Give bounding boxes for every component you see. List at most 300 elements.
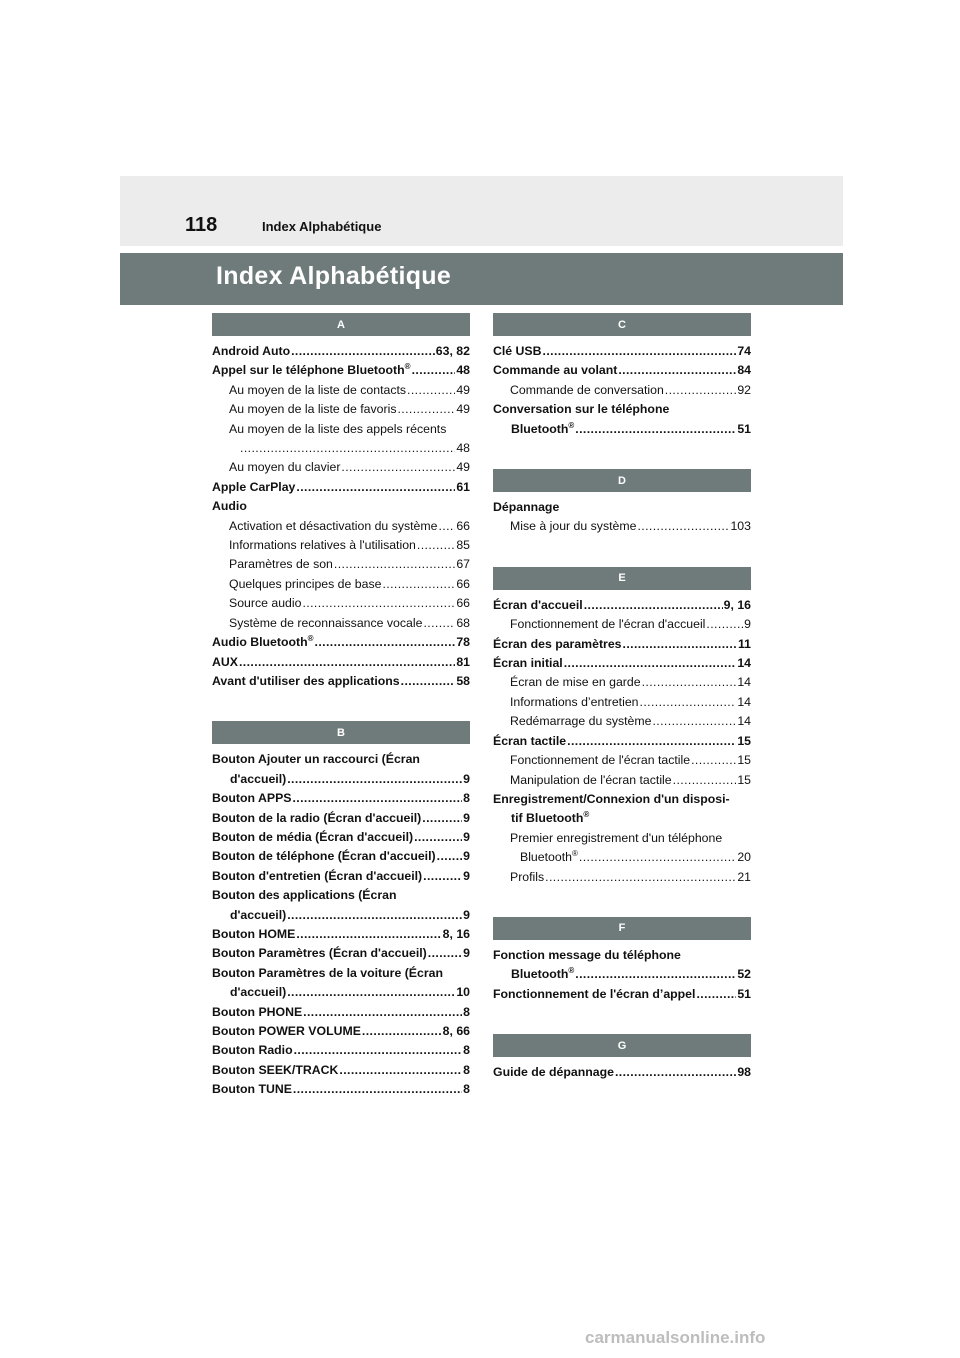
entry-term: [229, 458, 340, 477]
entry-term: [493, 654, 563, 673]
index-entry: [493, 751, 751, 770]
entry-term-text: Écran des paramètres: [493, 636, 622, 651]
entry-term-text: Bouton de téléphone (Écran d'accueil): [212, 849, 436, 864]
entry-term-text: Appel sur le téléphone Bluetooth: [212, 363, 405, 378]
page-title: Index Alphabétique: [216, 262, 452, 290]
registered-mark: ®: [571, 849, 578, 859]
entry-page-ref[interactable]: 9, 16: [723, 597, 751, 612]
entry-term-text: Profils: [510, 869, 545, 884]
entry-page-ref[interactable]: 8: [463, 1043, 470, 1058]
entry-term-text: Système de reconnaissance vocale: [229, 615, 423, 630]
dot-leader: [382, 575, 455, 594]
dot-leader: [303, 1003, 462, 1022]
entry-page-ref[interactable]: 20: [737, 850, 751, 865]
index-entry-list: [493, 342, 751, 439]
index-entry: [493, 868, 751, 887]
index-entry: [212, 1003, 470, 1022]
entry-term: [493, 790, 730, 809]
index-entry: [493, 1063, 751, 1082]
entry-term: [229, 517, 437, 536]
page-number: 118: [185, 214, 218, 236]
entry-term-text: Bluetooth: [511, 967, 569, 982]
section-gap: [493, 537, 751, 567]
entry-term: [229, 575, 381, 594]
entry-term: [510, 381, 664, 400]
index-entry: [493, 965, 751, 984]
entry-term-text: Au moyen de la liste de favoris: [229, 402, 397, 417]
entry-page-ref[interactable]: 58: [456, 673, 470, 688]
entry-term: [212, 361, 411, 380]
entry-page-ref[interactable]: 51: [737, 986, 751, 1001]
dot-leader: [545, 868, 736, 887]
entry-term-text: d'accueil): [230, 985, 287, 1000]
registered-mark: ®: [568, 420, 575, 430]
dot-leader: [618, 361, 736, 380]
entry-term: [493, 946, 681, 965]
section-header-d: D: [493, 469, 751, 492]
entry-page-ref[interactable]: 11: [738, 636, 751, 651]
dot-leader: [292, 789, 462, 808]
entry-term-text: Fonction message du téléphone: [493, 947, 681, 962]
entry-term: [229, 614, 422, 633]
dot-leader: [315, 633, 456, 652]
entry-page-ref[interactable]: 8: [463, 1082, 470, 1097]
entry-page-ref[interactable]: 103: [730, 519, 751, 534]
entry-term: [510, 693, 639, 712]
entry-term-text: Apple CarPlay: [212, 479, 296, 494]
index-entry: [212, 1022, 470, 1041]
index-entry: [493, 790, 751, 809]
entry-term: [493, 732, 566, 751]
index-entry: [212, 906, 470, 925]
entry-term-text: Paramètres de son: [229, 557, 333, 572]
entry-term-text: Bouton de la radio (Écran d'accueil): [212, 810, 422, 825]
dot-leader: [575, 420, 736, 439]
entry-term: [230, 906, 286, 925]
entry-term-text: Bouton Paramètres de la voiture (Écran: [212, 965, 443, 980]
dot-leader: [341, 458, 455, 477]
dot-leader: [423, 614, 455, 633]
index-entry: [212, 828, 470, 847]
entry-term-text: Bouton POWER VOLUME: [212, 1024, 361, 1038]
index-entry: [212, 809, 470, 828]
entry-term-text: Avant d'utiliser des applications: [212, 673, 400, 688]
entry-term-text: Android Auto: [212, 344, 291, 358]
entry-page-ref[interactable]: 98: [737, 1065, 751, 1080]
dot-leader: [579, 848, 736, 867]
entry-term: [511, 965, 574, 984]
entry-page-ref[interactable]: 74: [737, 344, 751, 358]
dot-leader: [665, 381, 737, 400]
entry-page-ref[interactable]: 9: [744, 617, 751, 632]
index-entry: [493, 985, 751, 1004]
entry-term: [212, 750, 420, 769]
index-entry: [493, 635, 751, 654]
entry-term-text: Au moyen de la liste de contacts: [229, 382, 407, 397]
dot-leader: [287, 906, 462, 925]
entry-term-text: Écran de mise en garde: [510, 675, 641, 690]
entry-term: [212, 1061, 338, 1080]
running-title: Index Alphabétique: [262, 219, 382, 234]
entry-term-text: Guide de dépannage: [493, 1065, 614, 1080]
index-entry: [212, 672, 470, 691]
dot-leader: [584, 596, 723, 615]
entry-term: [212, 944, 427, 963]
index-entry: [212, 575, 470, 594]
dot-leader: [240, 439, 455, 458]
entry-term-text: Quelques principes de base: [229, 576, 382, 591]
entry-term-text: Source audio: [229, 596, 302, 611]
section-gap: [493, 439, 751, 469]
entry-page-ref[interactable]: 66: [456, 596, 470, 611]
entry-page-ref[interactable]: 15: [737, 753, 751, 768]
entry-term: [212, 1080, 292, 1099]
entry-term: [493, 985, 695, 1004]
entry-page-ref[interactable]: 14: [737, 675, 751, 690]
index-entry-list: [493, 596, 751, 887]
entry-page-ref[interactable]: 14: [737, 714, 751, 729]
dot-leader: [293, 1080, 462, 1099]
dot-leader: [239, 653, 455, 672]
index-entry: [212, 653, 470, 672]
entry-term: [230, 770, 286, 789]
index-entry: [212, 1080, 470, 1099]
entry-term: [212, 964, 443, 983]
dot-leader: [575, 965, 736, 984]
index-entry: [212, 517, 470, 536]
index-entry: [212, 1041, 470, 1060]
entry-term: [212, 497, 247, 516]
entry-term-text: Écran d'accueil: [493, 597, 583, 612]
index-entry: [212, 789, 470, 808]
entry-page-ref[interactable]: 9: [463, 907, 470, 922]
entry-page-ref[interactable]: 52: [737, 967, 751, 982]
dot-leader: [291, 342, 435, 361]
entry-term: [510, 712, 651, 731]
entry-page-ref[interactable]: 49: [456, 382, 470, 397]
section-header-a: A: [212, 313, 470, 336]
dot-leader: [339, 1061, 462, 1080]
entry-term: [229, 555, 333, 574]
entry-term-text: Commande au volant: [493, 363, 618, 378]
entry-term-text: Dépannage: [493, 500, 560, 515]
entry-term-text: Premier enregistrement d'un téléphone: [510, 830, 723, 845]
entry-page-ref[interactable]: 9: [463, 946, 470, 961]
entry-page-ref[interactable]: 63, 82: [435, 344, 470, 358]
dot-leader: [438, 517, 455, 536]
entry-term-text: Bouton d'entretien (Écran d'accueil): [212, 868, 423, 883]
entry-page-ref[interactable]: 9: [463, 868, 470, 883]
section-header-e: E: [493, 567, 751, 590]
entry-page-ref[interactable]: 14: [737, 656, 751, 671]
index-entry: [493, 361, 751, 380]
entry-term-text: Bouton Ajouter un raccourci (Écran: [212, 752, 420, 767]
entry-term: [212, 342, 290, 361]
dot-leader: [362, 1022, 442, 1041]
index-column-right: [493, 313, 751, 1083]
index-entry: [493, 829, 751, 848]
entry-term: [212, 828, 413, 847]
entry-term: [493, 498, 559, 517]
dot-leader: [397, 400, 455, 419]
index-entry: [493, 498, 751, 517]
entry-term: [510, 517, 636, 536]
index-entry: [493, 420, 751, 439]
entry-term-text: Mise à jour du système: [510, 519, 637, 534]
index-entry: [212, 770, 470, 789]
entry-term-text: Informations relatives à l'utilisation: [229, 538, 416, 553]
entry-page-ref[interactable]: 81: [456, 654, 470, 669]
dot-leader: [637, 517, 729, 536]
registered-mark: ®: [568, 966, 575, 976]
index-entry: [493, 848, 751, 867]
entry-page-ref[interactable]: 8: [463, 1062, 470, 1077]
dot-leader: [287, 770, 462, 789]
entry-page-ref[interactable]: 9: [463, 810, 470, 825]
index-entry: [212, 536, 470, 555]
section-gap: [493, 887, 751, 917]
index-entry: [212, 478, 470, 497]
entry-term-text: tif Bluetooth: [511, 811, 584, 826]
entry-term: [229, 400, 396, 419]
index-entry: [212, 361, 470, 380]
registered-mark: ®: [404, 362, 411, 372]
index-entry: [493, 771, 751, 790]
dot-leader: [615, 1063, 736, 1082]
index-entry: [493, 400, 751, 419]
entry-page-ref[interactable]: 78: [456, 635, 470, 650]
index-entry: [212, 847, 470, 866]
index-entry: [493, 654, 751, 673]
index-entry: [493, 693, 751, 712]
entry-term-text: Bouton de média (Écran d'accueil): [212, 829, 414, 844]
title-bar: [120, 253, 843, 305]
entry-term: [493, 342, 542, 361]
entry-term: [229, 420, 446, 439]
index-entry: [493, 381, 751, 400]
entry-term: [229, 536, 416, 555]
entry-page-ref[interactable]: 21: [737, 869, 751, 884]
watermark: carmanualsonline.info: [585, 1328, 766, 1347]
entry-term-text: Bluetooth: [511, 421, 569, 436]
entry-term-text: Enregistrement/Connexion d'un disposi-: [493, 791, 730, 806]
entry-term: [493, 635, 622, 654]
entry-page-ref[interactable]: 49: [456, 402, 470, 417]
entry-term: [212, 1041, 293, 1060]
index-entry: [493, 809, 751, 828]
entry-page-ref[interactable]: 66: [456, 518, 470, 533]
dot-leader: [673, 771, 737, 790]
index-entry: [212, 750, 470, 769]
dot-leader: [412, 361, 456, 380]
entry-term: [510, 673, 641, 692]
entry-term-text: Bouton HOME: [212, 926, 296, 941]
entry-term: [212, 653, 238, 672]
index-entry: [493, 673, 751, 692]
entry-term-text: Activation et désactivation du système: [229, 518, 438, 533]
entry-term-text: Clé USB: [493, 344, 542, 358]
dot-leader: [296, 925, 441, 944]
entry-page-ref[interactable]: 15: [737, 733, 751, 748]
entry-term-text: Audio Bluetooth: [212, 635, 308, 650]
dot-leader: [696, 985, 736, 1004]
dot-leader: [564, 654, 737, 673]
dot-leader: [428, 944, 462, 963]
index-entry: [212, 400, 470, 419]
dot-leader: [623, 635, 737, 654]
dot-leader: [407, 381, 455, 400]
index-entry-list: [212, 342, 470, 691]
entry-term-text: Audio: [212, 499, 247, 514]
index-entry: [212, 342, 470, 361]
index-entry: [212, 1061, 470, 1080]
entry-page-ref[interactable]: 49: [456, 460, 470, 475]
index-entry: [212, 925, 470, 944]
index-entry: [493, 517, 751, 536]
entry-term: [493, 596, 583, 615]
entry-term: [212, 789, 291, 808]
index-entry: [212, 944, 470, 963]
dot-leader: [652, 712, 736, 731]
entry-term-text: Bluetooth: [520, 850, 572, 865]
index-entry: [493, 596, 751, 615]
entry-term: [230, 983, 286, 1002]
entry-term-text: Écran tactile: [493, 733, 567, 748]
entry-term-text: Au moyen du clavier: [229, 460, 341, 475]
section-header-g: G: [493, 1034, 751, 1057]
entry-page-ref[interactable]: 9: [463, 849, 470, 864]
entry-term-text: Bouton Paramètres (Écran d'accueil): [212, 946, 427, 961]
dot-leader: [422, 809, 462, 828]
entry-term-text: Bouton TUNE: [212, 1082, 292, 1097]
entry-page-ref[interactable]: 92: [737, 382, 751, 397]
index-entry: [493, 342, 751, 361]
entry-term-text: Commande de conversation: [510, 382, 664, 397]
entry-term-text: Fonctionnement de l'écran d’appel: [493, 986, 696, 1001]
entry-term: [212, 1003, 302, 1022]
dot-leader: [437, 847, 463, 866]
dot-leader: [706, 615, 743, 634]
entry-term: [511, 809, 589, 828]
index-entry: [212, 867, 470, 886]
index-entry: [212, 633, 470, 652]
entry-term: [510, 751, 690, 770]
entry-page-ref[interactable]: 8: [463, 791, 470, 806]
entry-page-ref[interactable]: 48: [456, 441, 470, 456]
entry-term: [212, 809, 421, 828]
registered-mark: ®: [583, 810, 590, 820]
dot-leader: [423, 867, 462, 886]
entry-term: [493, 400, 669, 419]
entry-term-text: Redémarrage du système: [510, 714, 652, 729]
entry-term: [212, 925, 295, 944]
entry-page-ref[interactable]: 10: [456, 985, 470, 1000]
entry-term-text: Manipulation de l'écran tactile: [510, 772, 672, 787]
entry-term: [212, 867, 422, 886]
index-entry: [212, 420, 470, 439]
index-entry: [493, 732, 751, 751]
entry-term: [212, 633, 314, 652]
index-entry: [212, 497, 470, 516]
index-entry: [212, 594, 470, 613]
index-entry: [493, 712, 751, 731]
entry-term-text: Fonctionnement de l'écran tactile: [510, 753, 691, 768]
dot-leader: [543, 342, 737, 361]
entry-page-ref[interactable]: 85: [456, 538, 470, 553]
index-entry: [212, 983, 470, 1002]
entry-term: [510, 868, 544, 887]
index-entry: [212, 439, 470, 458]
entry-term-text: d'accueil): [230, 771, 287, 786]
entry-page-ref[interactable]: 15: [737, 772, 751, 787]
header-band: [120, 176, 843, 246]
dot-leader: [296, 478, 455, 497]
registered-mark: ®: [307, 634, 314, 643]
entry-term: [510, 615, 705, 634]
entry-term-text: Conversation sur le téléphone: [493, 402, 670, 417]
entry-page-ref[interactable]: 51: [737, 421, 751, 436]
section-header-f: F: [493, 917, 751, 940]
entry-page-ref[interactable]: 8, 16: [442, 926, 470, 941]
index-entry-list: [493, 1063, 751, 1082]
entry-page-ref[interactable]: 84: [737, 363, 751, 378]
entry-term: [212, 1022, 361, 1041]
entry-page-ref[interactable]: 61: [456, 479, 470, 494]
index-entry: [212, 614, 470, 633]
dot-leader: [334, 555, 455, 574]
entry-term-text: Au moyen de la liste des appels récents: [229, 421, 447, 436]
entry-term-text: Écran initial: [493, 656, 563, 671]
section-header-c: C: [493, 313, 751, 336]
entry-page-ref[interactable]: 68: [456, 615, 470, 630]
entry-term: [510, 771, 672, 790]
entry-page-ref[interactable]: 8: [463, 1004, 470, 1019]
dot-leader: [640, 693, 737, 712]
entry-term-text: Bouton SEEK/TRACK: [212, 1062, 339, 1077]
entry-term-text: Fonctionnement de l'écran d'accueil: [510, 617, 706, 632]
index-entry: [212, 555, 470, 574]
dot-leader: [417, 536, 455, 555]
entry-page-ref[interactable]: 9: [463, 771, 470, 786]
entry-term: [511, 420, 574, 439]
index-entry: [493, 615, 751, 634]
entry-page-ref[interactable]: 8, 66: [442, 1024, 470, 1038]
entry-term: [520, 848, 578, 867]
dot-leader: [567, 732, 736, 751]
index-entry-list: [493, 946, 751, 1004]
entry-term-text: Bouton PHONE: [212, 1004, 303, 1019]
index-entry-list: [212, 750, 470, 1099]
entry-page-ref[interactable]: 66: [456, 576, 470, 591]
entry-term-text: d'accueil): [230, 907, 287, 922]
dot-leader: [642, 673, 737, 692]
index-entry: [493, 946, 751, 965]
index-entry: [212, 381, 470, 400]
entry-page-ref[interactable]: 48: [456, 363, 470, 378]
entry-term: [212, 886, 396, 905]
dot-leader: [294, 1041, 463, 1060]
index-entry: [212, 886, 470, 905]
entry-page-ref[interactable]: 9: [463, 829, 470, 844]
entry-term: [510, 829, 722, 848]
entry-page-ref[interactable]: 14: [737, 694, 751, 709]
entry-page-ref[interactable]: 67: [456, 557, 470, 572]
dot-leader: [414, 828, 462, 847]
dot-leader: [691, 751, 736, 770]
index-column-left: [212, 313, 470, 1100]
dot-leader: [302, 594, 455, 613]
index-entry-list: [493, 498, 751, 537]
